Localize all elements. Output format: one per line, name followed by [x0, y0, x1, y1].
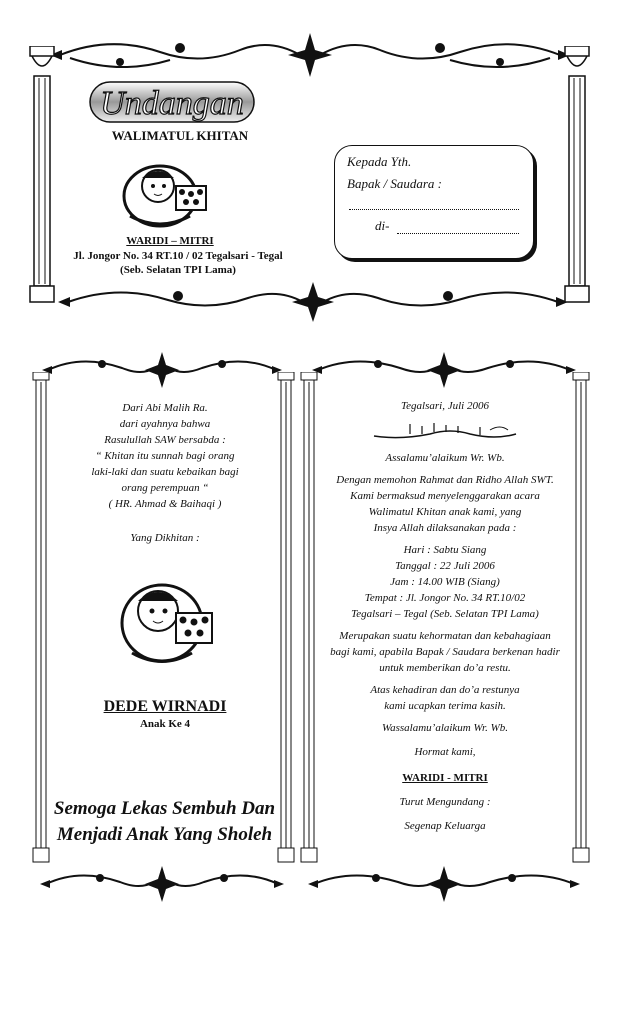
honor-line: untuk memberikan do’a restu.	[379, 662, 511, 674]
child-order: Anak Ke 4	[139, 718, 191, 730]
closing: Wassalamu’alaikum Wr. Wb.	[381, 722, 509, 734]
honor-line: Merupakan suatu kehormatan dan kebahagiaan	[339, 630, 551, 642]
wish-line-2: Menjadi Anak Yang Sholeh	[56, 824, 273, 845]
left-panel-top-ornament	[42, 350, 282, 390]
thanks-paragraph	[312, 682, 578, 714]
top-ornament-border	[50, 30, 570, 80]
bottom-ornament-border	[58, 280, 568, 324]
hadith-line: orang perempuan “	[121, 482, 209, 494]
host-name: WARIDI – MITRI	[126, 235, 214, 247]
place-date: Tegalsari, Juli 2006	[401, 400, 489, 412]
right-panel-bottom-ornament	[308, 864, 580, 904]
event-place: Tempat : Jl. Jongor No. 34 RT.10/02	[364, 592, 526, 604]
co-inviter-label: Turut Mengundang :	[399, 796, 491, 808]
host-address-note: (Seb. Selatan TPI Lama)	[120, 264, 236, 276]
greeting: Assalamu’alaikum Wr. Wb.	[385, 452, 505, 464]
hadith-line: Dari Abi Malih Ra.	[122, 402, 208, 414]
event-date: Tanggal : 22 Juli 2006	[395, 560, 495, 572]
honor-paragraph	[312, 628, 578, 676]
event-place-2: Tegalsari – Tegal (Seb. Selatan TPI Lama)	[351, 608, 539, 620]
hadith-line: “ Khitan itu sunnah bagi orang	[95, 450, 235, 462]
pillar-icon	[32, 372, 50, 864]
right-panel-top-ornament	[312, 350, 576, 390]
boy-portrait-icon	[120, 156, 212, 232]
pillar-icon	[28, 46, 56, 304]
circumcised-label: Yang Dikhitan :	[130, 532, 200, 544]
recipient-location-prefix: di-	[375, 218, 390, 233]
event-details	[312, 542, 578, 622]
regards: Hormat kami,	[414, 746, 476, 758]
signature: WARIDI - MITRI	[402, 772, 488, 784]
honor-line: bagi kami, apabila Bapak / Saudara berkenan hadir	[330, 646, 560, 658]
boy-portrait-icon	[118, 575, 218, 670]
event-subtitle: WALIMATUL KHITAN	[111, 128, 249, 143]
pillar-icon	[563, 46, 591, 304]
recipient-address-box	[334, 145, 534, 259]
intro-paragraph	[312, 472, 578, 536]
recipient-name-dots	[349, 208, 519, 210]
intro-line: Dengan memohon Rahmat dan Ridho Allah SWT.	[336, 474, 554, 486]
child-name: DEDE WIRNADI	[103, 698, 227, 715]
recipient-line-2: Bapak / Saudara :	[347, 176, 442, 191]
pillar-icon	[277, 372, 295, 864]
hadith-line: Rasulullah SAW bersabda :	[104, 434, 226, 446]
event-day: Hari : Sabtu Siang	[403, 544, 487, 556]
intro-line: Walimatul Khitan anak kami, yang	[368, 506, 522, 518]
event-time: Jam : 14.00 WIB (Siang)	[390, 576, 500, 588]
hadith-line: laki-laki dan suatu kebaikan bagi	[91, 466, 239, 478]
wish-line-1: Semoga Lekas Sembuh Dan	[53, 798, 276, 819]
intro-line: Insya Allah dilaksanakan pada :	[373, 522, 517, 534]
hadith-line: dari ayahnya bahwa	[119, 418, 211, 430]
left-panel-bottom-ornament	[40, 864, 284, 904]
thanks-line: Atas kehadiran dan do’a restunya	[370, 684, 520, 696]
undangan-title-text: Undangan	[100, 85, 244, 122]
recipient-line-1: Kepada Yth.	[347, 154, 412, 169]
hadith-quote	[70, 400, 260, 512]
undangan-title-graphic	[88, 80, 256, 126]
recipient-location-dots	[397, 232, 519, 234]
intro-line: Kami bermaksud menyelenggarakan acara	[350, 490, 540, 502]
invitation-body	[312, 398, 578, 840]
hadith-source: ( HR. Ahmad & Baihaqi )	[108, 498, 222, 510]
co-inviter: Segenap Keluarga	[404, 820, 486, 832]
wish-text	[52, 796, 277, 848]
basmala-calligraphy-icon	[370, 420, 520, 442]
thanks-line: kami ucapkan terima kasih.	[384, 700, 506, 712]
host-address: Jl. Jongor No. 34 RT.10 / 02 Tegalsari - Tegal	[73, 250, 283, 262]
